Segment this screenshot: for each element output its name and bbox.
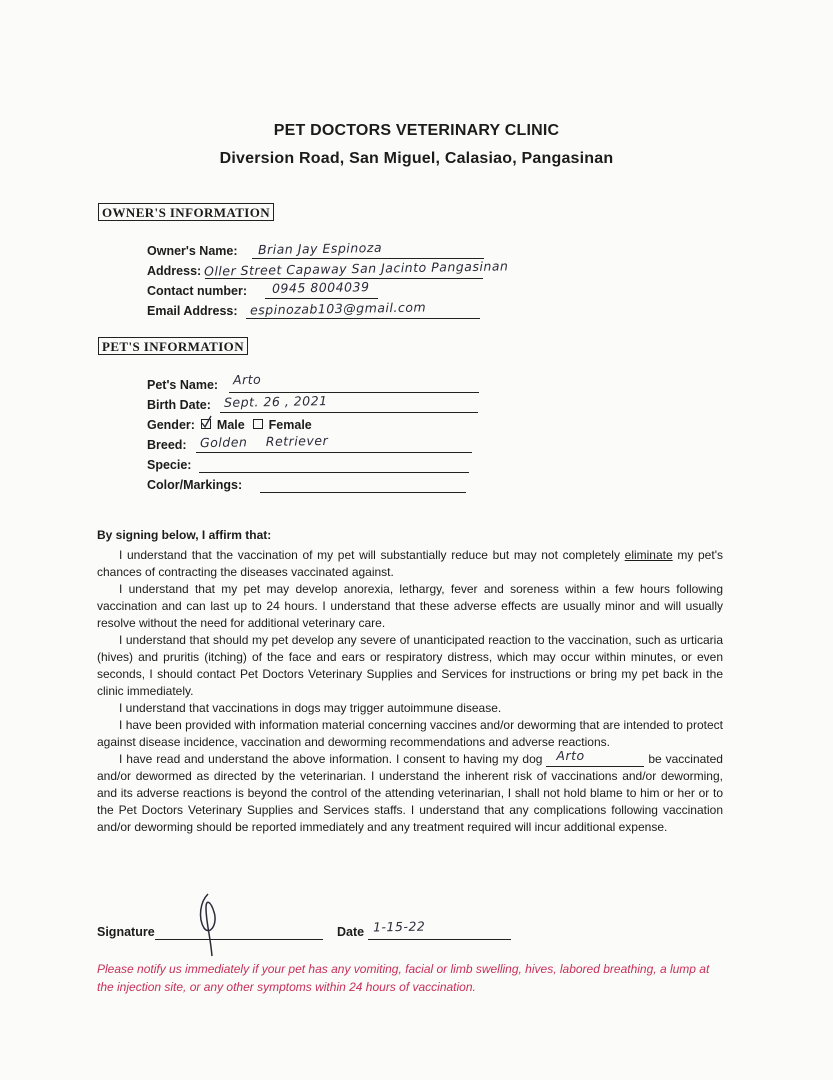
consent-p6-text: I have read and understand the above information. I consent to having my dog	[119, 752, 543, 766]
pet-specie-label: Specie:	[147, 458, 192, 472]
consent-paragraph-1	[97, 547, 723, 581]
pet-birth-row	[147, 398, 211, 412]
owner-name-row	[147, 244, 238, 258]
pet-color-row	[147, 478, 242, 492]
consent-p1-text-end: my pet's chances of contracting the diseases vaccinated against.	[97, 548, 723, 579]
consent-p6-text-end: be vaccinated and/or dewormed as directed by the veterinarian. I understand the inherent risk of vaccinations and/or deworming, and its adverse reactions is beyond the control of the attending veterinarian, I shall not hold blame to him or her or to the Pet Doctors Veterinary Supplies and Services staffs. I understand that any complications following vaccination and/or deworming should be reported immediately and any treatment required will incur additional expense.	[97, 752, 723, 834]
pet-breed-row	[147, 438, 187, 452]
pet-specie-line[interactable]	[199, 456, 469, 473]
owner-contact-row	[147, 284, 247, 298]
clinic-name: PET DOCTORS VETERINARY CLINIC	[273, 122, 560, 139]
dog-name-value: Arto	[556, 748, 585, 763]
consent-paragraph-3: I understand that should my pet develop any severe of unanticipated reaction to the vaccination, such as urticaria (hives) and pruritis (itching) of the face and ears or respiratory distress, which may occur within minutes, or even seconds, I should contact Pet Doctors Veterinary Supplies and Services for instructions or bring my pet back in the clinic immediately.	[97, 633, 723, 698]
pet-breed-value: Golden Retriever	[199, 432, 329, 451]
pet-name-row	[147, 378, 218, 392]
pet-name-label: Pet's Name:	[147, 378, 219, 392]
signature-label: Signature	[97, 925, 155, 939]
gender-female-label: Female	[268, 418, 312, 432]
consent-paragraph-5: I have been provided with information material concerning vaccines and/or deworming that are intended to protect against disease incidence, vaccination and deworming recommendations and adverse reactions.	[97, 718, 723, 749]
pet-color-label: Color/Markings:	[147, 478, 243, 492]
owner-name-value: Brian Jay Espinoza	[257, 239, 383, 258]
consent-paragraph-2: I understand that my pet may develop anorexia, lethargy, fever and soreness within a few hours following vaccination and can last up to 24 hours. I understand that these adverse effects are usually minor and will usually resolve without the need for additional veterinary care.	[97, 582, 723, 630]
pet-section-title: PET'S INFORMATION	[98, 337, 248, 355]
pet-specie-row	[147, 458, 191, 472]
date-value: 1-15-22	[372, 918, 426, 935]
owner-address-value: Oller Street Capaway San Jacinto Pangasinan	[203, 258, 509, 279]
owner-email-label: Email Address:	[147, 304, 238, 318]
pet-name-line[interactable]	[229, 376, 479, 393]
consent-p1-underlined: eliminate	[624, 548, 673, 562]
date-label: Date	[337, 925, 365, 939]
consent-p1-text: I understand that the vaccination of my pet will substantially reduce but may not completely	[119, 548, 620, 562]
pet-color-line[interactable]	[260, 476, 466, 493]
clinic-address: Diversion Road, San Miguel, Calasiao, Pangasinan	[219, 150, 614, 167]
owner-address-label: Address:	[147, 264, 202, 278]
owner-name-label: Owner's Name:	[147, 244, 238, 258]
checkmark-icon	[201, 415, 213, 429]
pet-breed-label: Breed:	[147, 438, 187, 452]
signature-line[interactable]	[155, 923, 323, 940]
consent-paragraph-6	[97, 748, 723, 836]
dog-name-blank[interactable]	[546, 748, 644, 767]
consent-heading: By signing below, I affirm that:	[97, 528, 272, 542]
gender-male-label: Male	[216, 418, 245, 432]
owner-contact-value: 0945 8004039	[271, 279, 370, 296]
notice-text: Please notify us immediately if your pet has any vomiting, facial or limb swelling, hives, labored breathing, a lump at the injection site, or any other symptoms within 24 hours of vaccination.	[97, 962, 710, 994]
pet-gender-row	[147, 418, 312, 432]
female-checkbox[interactable]	[253, 419, 263, 429]
pet-birth-label: Birth Date:	[147, 398, 211, 412]
owner-email-row	[147, 304, 238, 318]
signature-mark-icon	[190, 888, 230, 958]
owner-contact-label: Contact number:	[147, 284, 247, 298]
owner-address-row	[147, 264, 201, 278]
male-checkbox[interactable]	[201, 419, 211, 429]
consent-body	[97, 547, 723, 836]
pet-birth-value: Sept. 26 , 2021	[223, 393, 328, 410]
owner-email-value: espinozab103@gmail.com	[249, 299, 427, 318]
owner-section-title: OWNER'S INFORMATION	[98, 203, 274, 221]
pet-name-value: Arto	[232, 371, 262, 388]
pet-gender-label: Gender:	[147, 418, 195, 432]
consent-paragraph-4: I understand that vaccinations in dogs may trigger autoimmune disease.	[119, 701, 502, 715]
